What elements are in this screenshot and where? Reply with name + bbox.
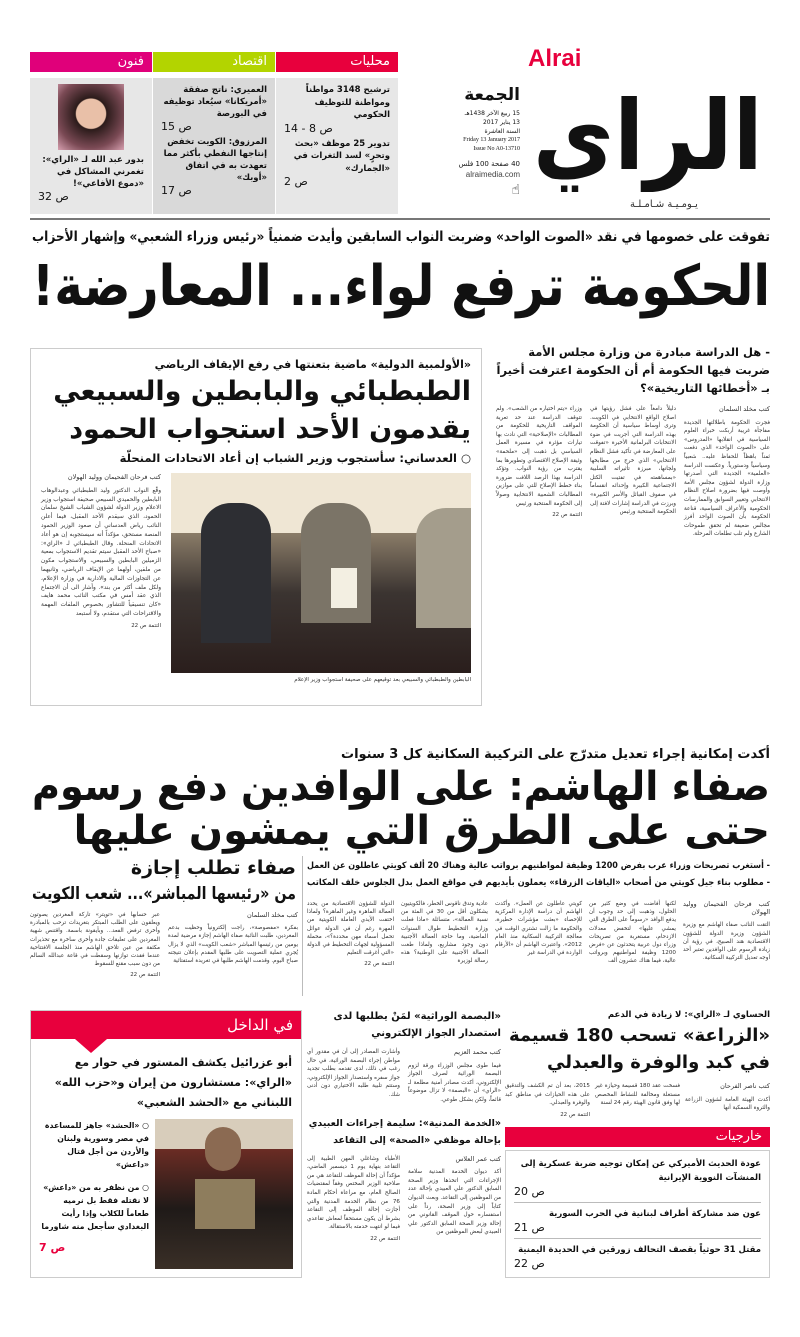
inside-bullet (39, 1119, 149, 1171)
agriculture-kicker (505, 1008, 770, 1022)
page-ref: ص 15 (161, 120, 192, 133)
byline: كتب مخلد السلمان (718, 405, 770, 413)
photo-figure (195, 1179, 255, 1229)
article-column: كويتي عاطلون عن العمل». وأكدت الهاشم أن دراسة الإدارة المركزية للإحصاء «بعثت مؤشرات خطيرة، والحكومة ما زالت تشتري الوقت في معالجة التركيبة السكانية منذ العام 2012». واعتبرت الهاشم أن «الأرقام الواردة في الدراسة غير (495, 901, 582, 957)
safa-headline-1 (30, 855, 296, 881)
teaser-title: العميري: ناتج صفقة «أمريكانا» سيُعاد توظيفه في البورصة (163, 85, 267, 119)
foreign-item[interactable] (514, 1243, 761, 1271)
bullet-circle-icon: ○ (456, 451, 471, 465)
feature-headline-2-text[interactable]: يقدمون الأحد استجواب الحمود (69, 414, 471, 445)
arts-photo (58, 84, 124, 150)
article-column: عبر حسابها في «تويتر» تاركة المغردين يصوتون ويعلقون على الطلب المبتكر بتغريدات ترحب بالمبادرة وأخرى ترفض الفعد... وبأيقونة باسمة. واقتنص شهية المغردين على تعليقات جادة وأخرى ساخرة مع تحذيرات مكثفة من عين تلاحق الهاشم منذ الجلسة الافتتاحية عندما فقدت توازنها وسقطت في قاعة عبدالله السالم من دون سبب مقنع للسقوط (30, 912, 160, 968)
second-kicker (30, 746, 770, 764)
second-headline-1 (31, 764, 770, 810)
second-headline-1-text[interactable]: صفاء الهاشم: على الوافدين دفع رسوم (31, 764, 770, 810)
continued-link[interactable]: التتمة ص 22 (364, 961, 394, 968)
feature-headline-2 (41, 411, 471, 449)
second-bullet-text: - مطلوب بناء جيل كويتي من أصحاب «الياقات الزرقاء» يعملون بأيديهم في مواقع العمل بدل الجلوس خلف المكاتب (307, 878, 770, 888)
lead-question: - هل الدراسة مبادرة من وزارة مجلس الأمة ضربت فيها الحكومة أم أن الحكومة اعترفت أخيراً بـ «أخطائها التاريخية»؟ (496, 345, 770, 395)
price: 40 صفحة 100 فلس (458, 160, 520, 168)
logo-arabic-text: الراي (532, 80, 763, 192)
article-column: وزراء «يتم اختياره من الشعب». ولم تتوقف الدراسة عند حد تعرية المواقف التاريخية للحكومة من المطالبات «الإصلاحية» التي نادت بها تيارات مؤثرة في مسيرة العمل السياسي بل ذهبت إلى «ملحمة» وثيقة الإصلاح الاقتصادي وتطويرها بما يقترب من رؤية النواب. وتؤكد الدراسة بهذا الرصد اللافت ضرورة بناء خطط الإصلاح للتي على موازين المطالبات الشعبية الانتخابية وصولاً إلى الحكومة المنتخبة ورئيس (496, 406, 582, 507)
agriculture-headline-1-text[interactable]: «الزراعة» تسحب 180 قسيمة (508, 1025, 770, 1046)
right-column (505, 1008, 770, 1278)
lead-headline-text[interactable]: الحكومة ترفع لواء... المعارضة! (32, 254, 770, 319)
second-bullet (306, 858, 770, 874)
foreign-item[interactable] (514, 1157, 761, 1203)
feature-photo-wrap (171, 473, 471, 684)
feature-photo (171, 473, 471, 673)
teaser-title: ترشيح 3148 مواطناً ومواطنة للتوظيف الحكومي (305, 85, 390, 120)
photo-document (331, 568, 357, 608)
teaser-title: بدور عبد الله لـ «الراي»: تغمرني المشاكل في «دموع الأفاعي»! (42, 155, 144, 189)
page-ref: ص 22 (514, 1257, 545, 1271)
gregorian-date: 13 يناير 2017 (482, 119, 520, 126)
feature-kicker-text: «الأولمبية الدولية» ماضية بتعنتها في رفع الإيقاف الرياضي (154, 358, 471, 371)
second-body (305, 900, 770, 969)
safa-headline-2-text[interactable]: من «رئيسها المباشر»... شعب الكويت (32, 884, 297, 904)
second-headline-2 (30, 809, 770, 853)
photo-figure (416, 508, 471, 628)
continued-link[interactable]: التتمة ص 22 (130, 972, 160, 979)
inside-bullet-text: «الحشد» جاهز للمساعدة في مصر وسورية ولبنان والأردن من أجل قتال «داعش» (44, 1121, 149, 1169)
safa-headline-1-text[interactable]: صفاء تطلب إجازة (130, 857, 296, 879)
byline: كتب فرحان الفحيمان ووليد الهولان (67, 473, 161, 481)
continued-link[interactable]: التتمة ص 22 (131, 622, 161, 629)
second-headline-2-text[interactable]: حتى على الطرق التي يمشون عليها (73, 808, 770, 854)
inside-header[interactable]: في الداخل (31, 1011, 301, 1039)
foreign-item[interactable] (514, 1207, 761, 1239)
agriculture-headline-2-text[interactable]: في كبد والوفرة والعبدلي (546, 1052, 770, 1073)
continued-link[interactable]: التتمة ص 22 (560, 1111, 590, 1118)
agriculture-kicker-text: الحساوي لـ «الراي»: لا زيادة في الدعم (607, 1010, 770, 1020)
inside-headline[interactable]: أبو عزرائيل يكشف المستور في حوار مع «الراي»: مستشارون من إيران و«حزب الله» اللبناني مع «الحشد الشعبي» (54, 1056, 292, 1109)
civil-service-headline[interactable]: «الخدمة المدنية»: سليمة إجراءات العبيدي بإحالة موظفي «الصحة» إلى التقاعد (308, 1117, 501, 1146)
article-column: بفكرة «مفصوصة»، راجت إلكترونياً وحظيت بدعم المغردين، طلبت النائبة صفاء الهاشم إجازة مرضية لمدة يومين من رئيسها المباشر «شعب الكويت» الذي لا يزال يُجري عملية التصويت على طلبها المقدم بإعلان نتيجته صباح اليوم. وقدمت الهاشم طلبها في تغريدة استفتائية (168, 925, 298, 965)
feature-headline-1 (41, 373, 471, 411)
photo-figure (201, 503, 271, 643)
day: الجمعة (464, 85, 520, 105)
article-column: عادية وتدق ناقوس الخطر، فالكويتيون يشكلون أقل من 30 في المئة من نسبة العمالة»، متسائلة «ماذا فعلت وزارة التخطيط طوال السنوات الماضية، وما حاجة العمالة الأجنبية دون وجود مشاريع، ولماذا طغت العمالة الأجنبية على الوطنية؟ هذه رسالة لوزيرة (401, 901, 488, 965)
page-ref: ص 17 (161, 184, 192, 197)
masthead-divider (30, 218, 770, 220)
feature-headline-1-text[interactable]: الطبطبائي والبابطين والسبيعي (53, 376, 471, 407)
article-column: أكد ديوان الخدمة المدنية سلامة الإجراءات التي اتخذها وزير الصحة السابق الدكتور علي العبيدي بإحالة عدد من الموظفين إلى التقاعد. وبعث الديوان كتاباً إلى وزير الصحة، رداً على استفساره حول الموقف القانوني من إحالة وزير الصحة السابق الدكتور علي العبيدي لبعض الموظفين من (408, 1169, 501, 1236)
article-column: الدولة للشؤون الاقتصادية من يحدد العمالة الماهرة وغير الماهرة؟ ولماذا اختفت الأيدي العاملة الكويتية من المهرة رغم أن في الدولة عوائل تحمل أسماء مهن محددة؟»، محملة المسؤولية لجهات التخطيط في الدولة «التي أغرقت التعليم (307, 901, 394, 957)
year: السنة العاشرة (484, 128, 520, 135)
inside-pointer (75, 1039, 107, 1053)
page-ref: ص 8 - 14 (284, 121, 333, 135)
photo-figure (205, 1127, 241, 1171)
byline: كتب محمد العزيم (453, 1048, 501, 1056)
bullet-circle-icon: ○ (139, 1183, 149, 1192)
continued-link[interactable]: التتمة ص 22 (552, 512, 582, 519)
biometric-headline[interactable]: «البصمة الوراثية» لمَنْ يطلبها لدى استصدار الجواز الإلكتروني (333, 1011, 501, 1039)
page-ref[interactable]: ص 7 (39, 1241, 66, 1254)
byline: كتب فرحان الفحيمان ووليد الهولان (683, 900, 770, 917)
second-kicker-text: أكدت إمكانية إجراء تعديل متدرّج على التركيبة السكانية كل 3 سنوات (341, 747, 770, 762)
continued-link[interactable]: التتمة ص 22 (370, 1235, 400, 1242)
feature-subhead (41, 449, 471, 467)
feature-subhead-text: العدساني: سأستجوب وزير الشباب إن أعاد الاتحادات المنحلّة (119, 451, 457, 465)
foreign-item-title: عودة الحديث الأميركي عن إمكان توجيه ضربة عسكرية إلى المنشآت النووية الإيرانية (520, 1159, 761, 1184)
inside-box (30, 1010, 302, 1278)
article-column: أكدت الهيئة العامة لشؤون الزراعة والثروة السمكية أنها (685, 1096, 770, 1112)
hijri-date: 15 ربيع الآخر 1438هـ (464, 110, 520, 117)
article-column: الأطباء وشاغلي المهن الطبية إلى التقاعد بنهاية يوم 1 ديسمبر الماضي، مؤكداً أن إحالة الموظف للتقاعد هي من صلاحية الوزير المختص وفقاً لمقتضيات الصالح العام، مع مراعاة أحكام المادة 76 من نظام الخدمة المدنية والتي أجازت إحالة الموظف إلى التقاعد بشرط أن يكون مستحقاً لمعاش تقاعدي فيما لو انتهت خدمته بالاستقالة. (307, 1155, 400, 1231)
second-bullet-text: - أستغرب تصريحات وزراء عرب بفرض 1200 وظيفة لمواطنيهم برواتب عالية وهناك 20 ألف كويتي عاطلون عن العمل (306, 861, 770, 871)
teaser-arts[interactable] (30, 78, 152, 214)
article-body: وقّع النواب الدكتور وليد الطبطبائي وعبدالوهاب البابطين والحميدي السبيعي صحيفة استجواب وزير الاعلام وزير الدولة لشؤون الشباب الشيخ سلمان الحمود، الذي سيقدم الأحد المقبل، فيما أعلن النائب رياض العدساني أن صعود الوزير الحمود المنصة مستحق، مؤكداً أنه سيستجوبه إن هو أعاد الاتحادات المنحلة. وقال الطبطبائي لـ «الراي»: «صباح الأحد المقبل سيتم تقديم الاستجواب بمعية الزميلين البابطين والسبيعي، والاستجواب مكون من ملفين، أولهما عن الإيقاف الرياضي، وثانيهما عن التجاوزات المالية والادارية في وزارة الإعلام، ولكل ملف أكثر من بند». وأشار الى أن الاجتماع الذي عقد أمس في مكتب النائب محمد هايف «كان تنسيقياً للتشاور بخصوص الملفات المهمة والاقتراحات التي ستقدم، ولا أستبعد (41, 487, 161, 617)
article-column: التقت النائب صفاء الهاشم مع وزيرة الشؤون وزيرة الدولة للشؤون الاقتصادية هند الصبيح، في رؤية أن زيادة الرسوم على الوافدين تعتبر أحد أوجه تعديل التركيبة السكانية. (683, 922, 770, 962)
inside-bullet-text: من نظفر به من «داعش» لا نقتله فقط بل نرميه طعاماً للكلاب وإذا رأيت البغدادي سأجعل منه شاورما (41, 1183, 149, 1231)
article-column: فيما طوى مجلس الوزراء ورقة لزوم البصمة الوراثية لصرف الجواز الإلكتروني، أكدت مصادر أمنية مطلعة لـ «الراي» أن «البصمة» لا تزال موضوعاً قائماً، ولكن بشكل طوعي. (408, 1062, 501, 1103)
section-tab-economy[interactable]: اقتصاد (153, 52, 275, 72)
foreign-item-title: مقتل 31 حوثياً بقصف التحالف زورقين في الحديدة اليمنية (518, 1245, 761, 1256)
middle-column (307, 1008, 501, 1244)
logo-latin: Alrai (528, 45, 582, 72)
article-column: دليلاً دامغاً على فشل رؤيتها في اصلاح الواقع الانتخابي في الكويت. وترى أوساط سياسية أن الحكومة بهذه الدراسة التي أجريت في ضوء الانتخابات البرلمانية الأخيرة «تفوقت على المعارضة في تأكيد فشل النظام الانتخابي» الذي خرج من مطابخها ولجانها، مبرزة تأثيراته السلبية «بمساهمته في تفتيت الكتل الاجتماعية الكبيرة وإحداثه انقساماً في صفوف القبائل والأسر الكبيرة» وبرزت في الدراسة إشارات لافتة إلى الحكومة المنتخبة ورئيس (590, 406, 676, 516)
photo-caption: البابطين والطبطبائي والسبيعي بعد توقيعهم على صحيفة استجواب وزير الإعلام (294, 677, 471, 683)
lead-kicker (31, 228, 771, 246)
inside-bullet (39, 1181, 149, 1233)
byline: كتب ناصر الفرحان (720, 1082, 770, 1090)
agriculture-headline-2 (505, 1049, 770, 1076)
page-ref: ص 2 (284, 175, 308, 188)
article-column: فجرت الحكومة باطلالتها الجديدة مفاجأة غريبة أربكت خبراء العلوم السياسية في انقلابها «المدروس» على «الصوت الواحد» الذي دفعت ثمناً باهظاً للحفاظ عليه.. شعبياً وسياسياً ودستورياً. وعكست الدراسة «العلمية» الجديدة التي أصدرتها وزارة الدولة لشؤون مجلس الأمة وأوصت فيها بضرورة اصلاح النظام الانتخابي وتغيير السوابق والممارسات الحكومية والأعراف السياسية، قناعة الحكومة بأن الصوت الواحد أفرز مجالس ضعيفة لم تحقق طموحات الشارع ولم تلب تطلعات المرحلة. (684, 419, 770, 538)
section-tab-arts[interactable]: فنون (30, 52, 152, 72)
logo-arabic (532, 80, 763, 194)
foreign-item-title: عون ضد مشاركة أطراف لبنانية في الحرب السورية (548, 1209, 761, 1220)
lead-story (495, 343, 770, 539)
lead-headline (32, 250, 770, 324)
teaser-title: المرزوق: الكويت تخفض إنتاجها النفطي بأكثر مما تعهدت به في اتفاق «أوبك» (163, 137, 267, 183)
article-column: لكنها أفاضت في وضع كثير من الحلول، وذهبت إلى حد وجوب أن يدفع الوافد «رسوماً على الطرق التي يمشي عليها» لتخفض معدلات الازدحام، مستغربة من تصريحات وزراء دول عربية يتحدثون عن «فرض 1200 وظيفة لمواطنيهم وبرواتب عالية، فيما هناك عشرون ألف (589, 901, 676, 965)
article-column: فسخت عقد 180 قسيمة وحيازة غير مستغلة ومخالفة للنشاط المخصص لها وفق قانون الهيئة رقم 24 لسنة (595, 1083, 680, 1107)
issue-info (425, 84, 520, 198)
page-ref: ص 20 (514, 1185, 545, 1199)
article-column: وأشارت المصادر إلى أن في مقدور أي مواطن إجراء البصمة الوراثية، في حال رغب في ذلك، لدى تقدمه بطلب تجديد جواز سفره واستصدار الجواز الإلكتروني، وستتم تلبية طلبه الاختياري دون أدنى شك. (307, 1049, 400, 1098)
foreign-header[interactable]: خارجيات (505, 1127, 770, 1147)
inside-photo (155, 1119, 293, 1269)
agriculture-headline-1 (505, 1022, 770, 1049)
section-tab-local[interactable]: محليات (276, 52, 398, 72)
tagline: يـومـيـة شـامـلـة (630, 199, 698, 210)
date-en: Friday 13 January 2017 (463, 137, 520, 143)
feature-box (30, 348, 482, 706)
feature-kicker (41, 357, 471, 373)
article-column: 2015، بعد أن تم الكشف والتدقيق على هذه الحيازات في مناطق كبد والوفرة والعبدلي. (505, 1083, 590, 1107)
second-bullet (307, 875, 770, 891)
safa-headline-2 (32, 881, 297, 907)
issue-number: Issue No A0-13710 (473, 146, 520, 152)
lead-kicker-text: تفوقت على خصومها في نقد «الصوت الواحد» وضربت النواب السابقين وأيدت ضمنياً «رئيس وزراء الشعبي» وإشهار الأحزاب (31, 229, 771, 245)
pointer-hand-icon: ☝ (511, 182, 520, 198)
website-link[interactable]: alraimedia.com (465, 170, 520, 179)
page-ref: ص 21 (514, 1221, 545, 1235)
bullet-circle-icon: ○ (139, 1121, 149, 1130)
teaser-economy[interactable] (153, 78, 275, 214)
byline: كتب عمر العلاس (455, 1154, 501, 1163)
safa-body (30, 911, 298, 980)
teaser-local[interactable] (276, 78, 398, 214)
foreign-box (505, 1150, 770, 1278)
column-divider (302, 856, 303, 996)
byline: كتب مخلد السلمان (246, 911, 298, 919)
teaser-title: تدوير 25 موظف «بحث وتحرٍ» لسد الثغرات في «الجمارك» (293, 138, 390, 174)
lead-body (495, 405, 770, 539)
page-ref: ص 32 (38, 190, 69, 203)
